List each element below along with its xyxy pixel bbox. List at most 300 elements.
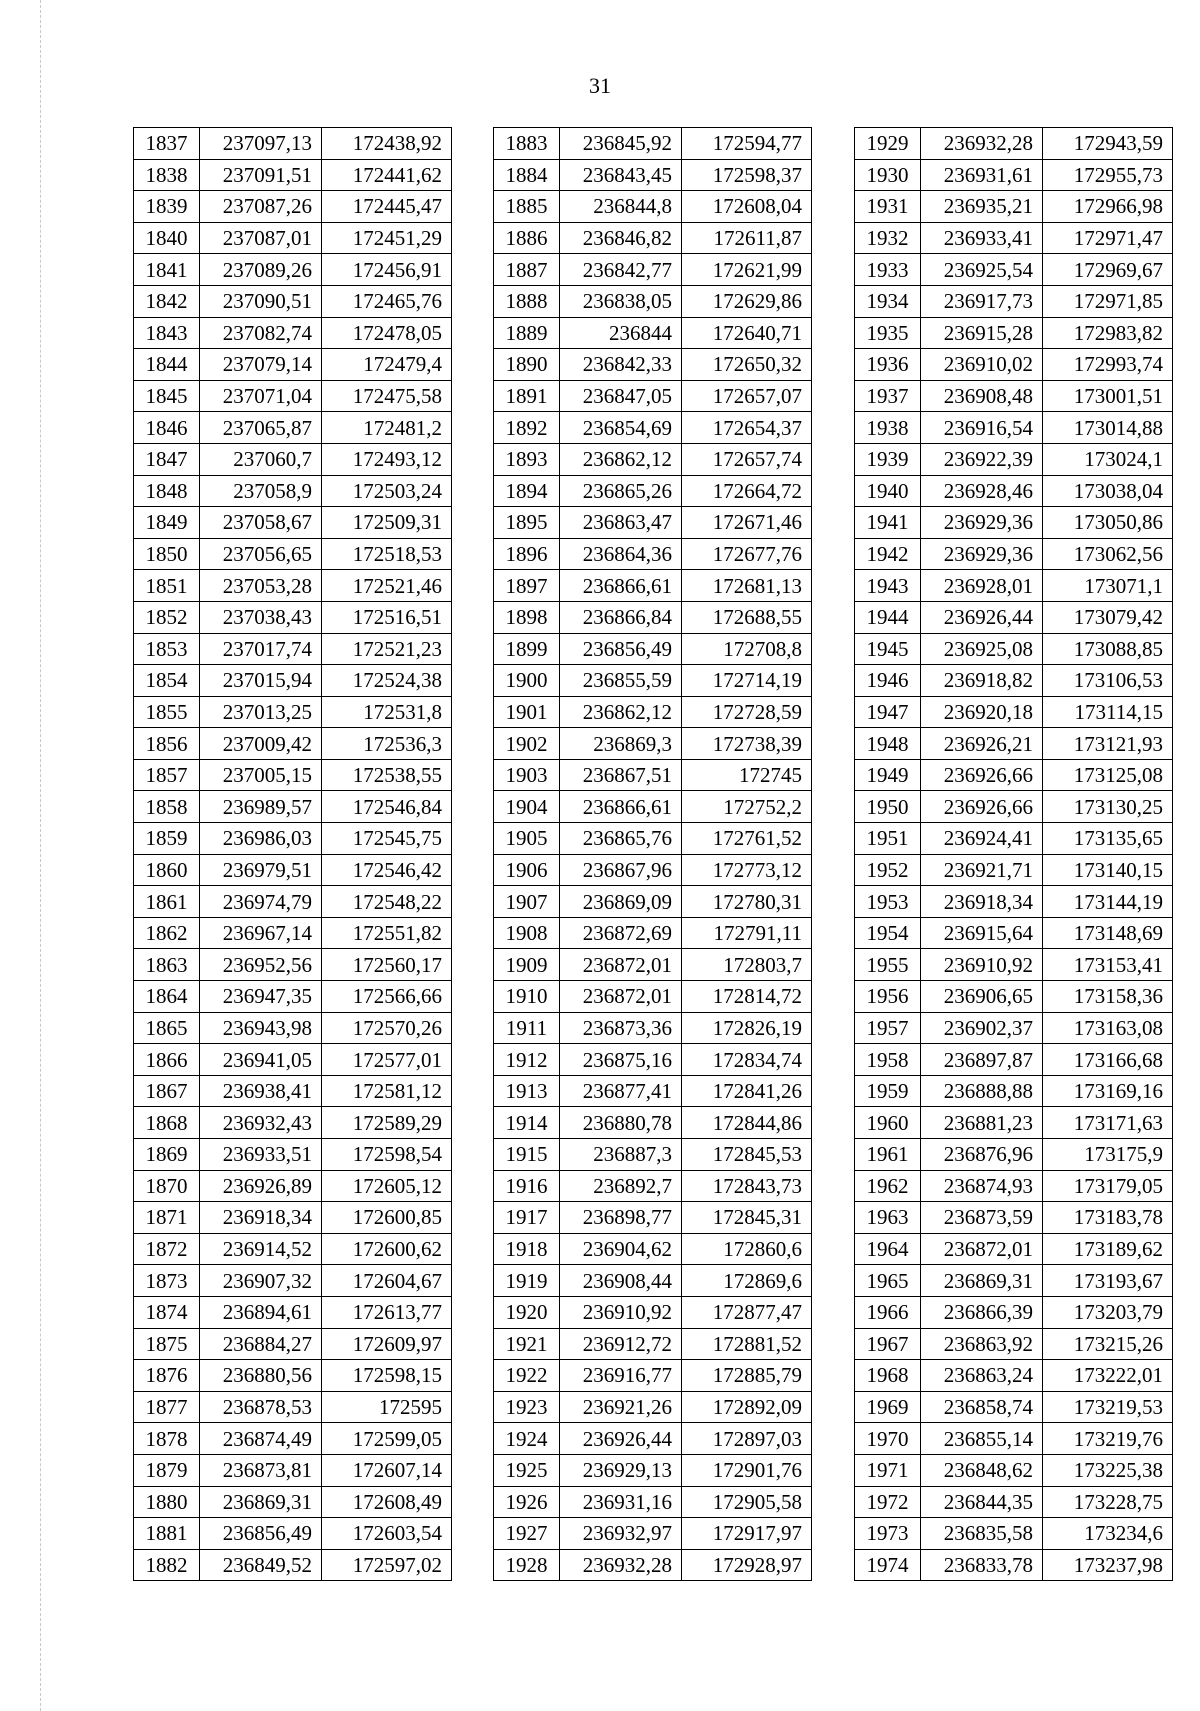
y-coordinate-cell: 173088,85 bbox=[1043, 633, 1173, 665]
table-row bbox=[855, 159, 1173, 191]
x-coordinate-cell: 236916,77 bbox=[560, 1360, 682, 1392]
y-coordinate-cell: 172971,47 bbox=[1043, 222, 1173, 254]
y-coordinate-cell: 172589,29 bbox=[322, 1107, 452, 1139]
table-row bbox=[494, 1139, 812, 1171]
x-coordinate-cell: 236915,64 bbox=[921, 917, 1043, 949]
point-number-cell: 1963 bbox=[855, 1202, 921, 1234]
y-coordinate-cell: 173166,68 bbox=[1043, 1044, 1173, 1076]
x-coordinate-cell: 236844 bbox=[560, 317, 682, 349]
point-number-cell: 1902 bbox=[494, 728, 560, 760]
table-row bbox=[494, 823, 812, 855]
x-coordinate-cell: 236932,97 bbox=[560, 1518, 682, 1550]
x-coordinate-cell: 236878,53 bbox=[200, 1391, 322, 1423]
table-row bbox=[855, 1233, 1173, 1265]
table-row bbox=[134, 1170, 452, 1202]
table-row bbox=[134, 1486, 452, 1518]
y-coordinate-cell: 172538,55 bbox=[322, 759, 452, 791]
point-number-cell: 1863 bbox=[134, 949, 200, 981]
table-row bbox=[855, 1044, 1173, 1076]
x-coordinate-cell: 236843,45 bbox=[560, 159, 682, 191]
table-row bbox=[494, 1423, 812, 1455]
table-row bbox=[855, 1107, 1173, 1139]
x-coordinate-cell: 236918,82 bbox=[921, 665, 1043, 697]
y-coordinate-cell: 172604,67 bbox=[322, 1265, 452, 1297]
table-row bbox=[855, 349, 1173, 381]
point-number-cell: 1898 bbox=[494, 601, 560, 633]
point-number-cell: 1856 bbox=[134, 728, 200, 760]
point-number-cell: 1934 bbox=[855, 285, 921, 317]
x-coordinate-cell: 236912,72 bbox=[560, 1328, 682, 1360]
y-coordinate-cell: 172640,71 bbox=[682, 317, 812, 349]
x-coordinate-cell: 236931,16 bbox=[560, 1486, 682, 1518]
y-coordinate-cell: 173079,42 bbox=[1043, 601, 1173, 633]
table-row bbox=[494, 949, 812, 981]
x-coordinate-cell: 236845,92 bbox=[560, 128, 682, 160]
y-coordinate-cell: 172745 bbox=[682, 759, 812, 791]
x-coordinate-cell: 236921,26 bbox=[560, 1391, 682, 1423]
point-number-cell: 1897 bbox=[494, 570, 560, 602]
table-row bbox=[855, 128, 1173, 160]
y-coordinate-cell: 172445,47 bbox=[322, 191, 452, 223]
x-coordinate-cell: 236925,08 bbox=[921, 633, 1043, 665]
y-coordinate-cell: 172983,82 bbox=[1043, 317, 1173, 349]
point-number-cell: 1930 bbox=[855, 159, 921, 191]
y-coordinate-cell: 172966,98 bbox=[1043, 191, 1173, 223]
x-coordinate-cell: 237071,04 bbox=[200, 380, 322, 412]
x-coordinate-cell: 236920,18 bbox=[921, 696, 1043, 728]
point-number-cell: 1846 bbox=[134, 412, 200, 444]
table-row bbox=[494, 759, 812, 791]
x-coordinate-cell: 236869,3 bbox=[560, 728, 682, 760]
y-coordinate-cell: 172860,6 bbox=[682, 1233, 812, 1265]
point-number-cell: 1913 bbox=[494, 1075, 560, 1107]
table-row bbox=[494, 1486, 812, 1518]
table-row bbox=[494, 886, 812, 918]
table-row bbox=[494, 443, 812, 475]
y-coordinate-cell: 172621,99 bbox=[682, 254, 812, 286]
table-row bbox=[134, 728, 452, 760]
x-coordinate-cell: 236897,87 bbox=[921, 1044, 1043, 1076]
table-row bbox=[494, 380, 812, 412]
table-row bbox=[134, 128, 452, 160]
table-row bbox=[855, 538, 1173, 570]
table-row bbox=[494, 254, 812, 286]
x-coordinate-cell: 236926,44 bbox=[921, 601, 1043, 633]
table-row bbox=[494, 317, 812, 349]
x-coordinate-cell: 236924,41 bbox=[921, 823, 1043, 855]
table-row bbox=[494, 191, 812, 223]
table-row bbox=[134, 538, 452, 570]
y-coordinate-cell: 173237,98 bbox=[1043, 1549, 1173, 1581]
point-number-cell: 1838 bbox=[134, 159, 200, 191]
y-coordinate-cell: 172841,26 bbox=[682, 1075, 812, 1107]
point-number-cell: 1927 bbox=[494, 1518, 560, 1550]
x-coordinate-cell: 236926,89 bbox=[200, 1170, 322, 1202]
y-coordinate-cell: 172773,12 bbox=[682, 854, 812, 886]
y-coordinate-cell: 172600,62 bbox=[322, 1233, 452, 1265]
point-number-cell: 1857 bbox=[134, 759, 200, 791]
y-coordinate-cell: 172545,75 bbox=[322, 823, 452, 855]
y-coordinate-cell: 172845,31 bbox=[682, 1202, 812, 1234]
x-coordinate-cell: 236928,01 bbox=[921, 570, 1043, 602]
x-coordinate-cell: 236856,49 bbox=[200, 1518, 322, 1550]
table-row bbox=[494, 917, 812, 949]
point-number-cell: 1895 bbox=[494, 507, 560, 539]
table-row bbox=[494, 128, 812, 160]
point-number-cell: 1858 bbox=[134, 791, 200, 823]
table-row bbox=[494, 1075, 812, 1107]
point-number-cell: 1920 bbox=[494, 1296, 560, 1328]
y-coordinate-cell: 173219,76 bbox=[1043, 1423, 1173, 1455]
x-coordinate-cell: 236874,93 bbox=[921, 1170, 1043, 1202]
y-coordinate-cell: 172814,72 bbox=[682, 981, 812, 1013]
point-number-cell: 1864 bbox=[134, 981, 200, 1013]
y-coordinate-cell: 173183,78 bbox=[1043, 1202, 1173, 1234]
point-number-cell: 1936 bbox=[855, 349, 921, 381]
table-row bbox=[855, 507, 1173, 539]
table-row bbox=[855, 1391, 1173, 1423]
table-row bbox=[134, 665, 452, 697]
x-coordinate-cell: 236922,39 bbox=[921, 443, 1043, 475]
table-row bbox=[494, 507, 812, 539]
table-row bbox=[134, 1044, 452, 1076]
y-coordinate-cell: 172613,77 bbox=[322, 1296, 452, 1328]
point-number-cell: 1873 bbox=[134, 1265, 200, 1297]
y-coordinate-cell: 172688,55 bbox=[682, 601, 812, 633]
table-row bbox=[494, 1454, 812, 1486]
y-coordinate-cell: 172881,52 bbox=[682, 1328, 812, 1360]
x-coordinate-cell: 236918,34 bbox=[921, 886, 1043, 918]
point-number-cell: 1929 bbox=[855, 128, 921, 160]
point-number-cell: 1941 bbox=[855, 507, 921, 539]
point-number-cell: 1849 bbox=[134, 507, 200, 539]
table-row bbox=[134, 917, 452, 949]
x-coordinate-cell: 236880,56 bbox=[200, 1360, 322, 1392]
point-number-cell: 1901 bbox=[494, 696, 560, 728]
table-row bbox=[134, 633, 452, 665]
point-number-cell: 1937 bbox=[855, 380, 921, 412]
y-coordinate-cell: 172869,6 bbox=[682, 1265, 812, 1297]
x-coordinate-cell: 236846,82 bbox=[560, 222, 682, 254]
x-coordinate-cell: 236932,28 bbox=[560, 1549, 682, 1581]
point-number-cell: 1848 bbox=[134, 475, 200, 507]
y-coordinate-cell: 173215,26 bbox=[1043, 1328, 1173, 1360]
x-coordinate-cell: 236947,35 bbox=[200, 981, 322, 1013]
point-number-cell: 1869 bbox=[134, 1139, 200, 1171]
x-coordinate-cell: 236854,69 bbox=[560, 412, 682, 444]
y-coordinate-cell: 172531,8 bbox=[322, 696, 452, 728]
y-coordinate-cell: 173001,51 bbox=[1043, 380, 1173, 412]
y-coordinate-cell: 172605,12 bbox=[322, 1170, 452, 1202]
table-row bbox=[855, 1012, 1173, 1044]
point-number-cell: 1926 bbox=[494, 1486, 560, 1518]
x-coordinate-cell: 236910,02 bbox=[921, 349, 1043, 381]
point-number-cell: 1961 bbox=[855, 1139, 921, 1171]
x-coordinate-cell: 236941,05 bbox=[200, 1044, 322, 1076]
y-coordinate-cell: 172479,4 bbox=[322, 349, 452, 381]
table-row bbox=[855, 759, 1173, 791]
x-coordinate-cell: 236898,77 bbox=[560, 1202, 682, 1234]
x-coordinate-cell: 237058,67 bbox=[200, 507, 322, 539]
point-number-cell: 1880 bbox=[134, 1486, 200, 1518]
table-row bbox=[494, 1549, 812, 1581]
x-coordinate-cell: 236865,76 bbox=[560, 823, 682, 855]
y-coordinate-cell: 172791,11 bbox=[682, 917, 812, 949]
x-coordinate-cell: 236932,43 bbox=[200, 1107, 322, 1139]
x-coordinate-cell: 237017,74 bbox=[200, 633, 322, 665]
y-coordinate-cell: 173062,56 bbox=[1043, 538, 1173, 570]
table-row bbox=[855, 1549, 1173, 1581]
x-coordinate-cell: 237005,15 bbox=[200, 759, 322, 791]
x-coordinate-cell: 236873,81 bbox=[200, 1454, 322, 1486]
table-row bbox=[855, 570, 1173, 602]
point-number-cell: 1865 bbox=[134, 1012, 200, 1044]
table-row bbox=[855, 443, 1173, 475]
y-coordinate-cell: 172524,38 bbox=[322, 665, 452, 697]
x-coordinate-cell: 237082,74 bbox=[200, 317, 322, 349]
x-coordinate-cell: 236926,66 bbox=[921, 791, 1043, 823]
point-number-cell: 1896 bbox=[494, 538, 560, 570]
point-number-cell: 1883 bbox=[494, 128, 560, 160]
point-number-cell: 1951 bbox=[855, 823, 921, 855]
y-coordinate-cell: 173140,15 bbox=[1043, 854, 1173, 886]
table-row bbox=[494, 1265, 812, 1297]
y-coordinate-cell: 172681,13 bbox=[682, 570, 812, 602]
x-coordinate-cell: 236866,84 bbox=[560, 601, 682, 633]
table-row bbox=[134, 791, 452, 823]
point-number-cell: 1866 bbox=[134, 1044, 200, 1076]
x-coordinate-cell: 236855,59 bbox=[560, 665, 682, 697]
table-row bbox=[855, 1360, 1173, 1392]
table-row bbox=[134, 507, 452, 539]
point-number-cell: 1924 bbox=[494, 1423, 560, 1455]
y-coordinate-cell: 173163,08 bbox=[1043, 1012, 1173, 1044]
y-coordinate-cell: 172577,01 bbox=[322, 1044, 452, 1076]
x-coordinate-cell: 237087,26 bbox=[200, 191, 322, 223]
table-row bbox=[855, 886, 1173, 918]
y-coordinate-cell: 172493,12 bbox=[322, 443, 452, 475]
x-coordinate-cell: 236849,52 bbox=[200, 1549, 322, 1581]
y-coordinate-cell: 173219,53 bbox=[1043, 1391, 1173, 1423]
y-coordinate-cell: 173169,16 bbox=[1043, 1075, 1173, 1107]
y-coordinate-cell: 172897,03 bbox=[682, 1423, 812, 1455]
x-coordinate-cell: 236926,44 bbox=[560, 1423, 682, 1455]
x-coordinate-cell: 236866,61 bbox=[560, 791, 682, 823]
y-coordinate-cell: 173050,86 bbox=[1043, 507, 1173, 539]
y-coordinate-cell: 172570,26 bbox=[322, 1012, 452, 1044]
point-number-cell: 1906 bbox=[494, 854, 560, 886]
x-coordinate-cell: 236929,13 bbox=[560, 1454, 682, 1486]
point-number-cell: 1872 bbox=[134, 1233, 200, 1265]
x-coordinate-cell: 237013,25 bbox=[200, 696, 322, 728]
point-number-cell: 1837 bbox=[134, 128, 200, 160]
table-row bbox=[855, 854, 1173, 886]
x-coordinate-cell: 237060,7 bbox=[200, 443, 322, 475]
coordinates-table-2 bbox=[493, 127, 812, 1581]
point-number-cell: 1957 bbox=[855, 1012, 921, 1044]
table-row bbox=[855, 1328, 1173, 1360]
table-row bbox=[855, 1518, 1173, 1550]
x-coordinate-cell: 236904,62 bbox=[560, 1233, 682, 1265]
point-number-cell: 1903 bbox=[494, 759, 560, 791]
table-row bbox=[494, 728, 812, 760]
point-number-cell: 1947 bbox=[855, 696, 921, 728]
table-row bbox=[494, 475, 812, 507]
point-number-cell: 1955 bbox=[855, 949, 921, 981]
y-coordinate-cell: 172597,02 bbox=[322, 1549, 452, 1581]
x-coordinate-cell: 236863,92 bbox=[921, 1328, 1043, 1360]
point-number-cell: 1965 bbox=[855, 1265, 921, 1297]
point-number-cell: 1914 bbox=[494, 1107, 560, 1139]
y-coordinate-cell: 172598,37 bbox=[682, 159, 812, 191]
x-coordinate-cell: 236908,48 bbox=[921, 380, 1043, 412]
x-coordinate-cell: 236844,35 bbox=[921, 1486, 1043, 1518]
x-coordinate-cell: 237089,26 bbox=[200, 254, 322, 286]
point-number-cell: 1968 bbox=[855, 1360, 921, 1392]
point-number-cell: 1964 bbox=[855, 1233, 921, 1265]
point-number-cell: 1910 bbox=[494, 981, 560, 1013]
coordinates-table-3 bbox=[854, 127, 1173, 1581]
table-row bbox=[134, 349, 452, 381]
table-row bbox=[134, 1454, 452, 1486]
y-coordinate-cell: 172509,31 bbox=[322, 507, 452, 539]
table-row bbox=[494, 159, 812, 191]
point-number-cell: 1904 bbox=[494, 791, 560, 823]
x-coordinate-cell: 236855,14 bbox=[921, 1423, 1043, 1455]
table-row bbox=[134, 254, 452, 286]
point-number-cell: 1905 bbox=[494, 823, 560, 855]
y-coordinate-cell: 172603,54 bbox=[322, 1518, 452, 1550]
table-row bbox=[494, 412, 812, 444]
x-coordinate-cell: 236833,78 bbox=[921, 1549, 1043, 1581]
y-coordinate-cell: 172598,15 bbox=[322, 1360, 452, 1392]
x-coordinate-cell: 236929,36 bbox=[921, 507, 1043, 539]
table-row bbox=[855, 981, 1173, 1013]
point-number-cell: 1969 bbox=[855, 1391, 921, 1423]
point-number-cell: 1877 bbox=[134, 1391, 200, 1423]
point-number-cell: 1861 bbox=[134, 886, 200, 918]
point-number-cell: 1889 bbox=[494, 317, 560, 349]
x-coordinate-cell: 236867,51 bbox=[560, 759, 682, 791]
point-number-cell: 1840 bbox=[134, 222, 200, 254]
table-row bbox=[855, 728, 1173, 760]
x-coordinate-cell: 237038,43 bbox=[200, 601, 322, 633]
x-coordinate-cell: 236979,51 bbox=[200, 854, 322, 886]
y-coordinate-cell: 172971,85 bbox=[1043, 285, 1173, 317]
table-row bbox=[494, 285, 812, 317]
point-number-cell: 1938 bbox=[855, 412, 921, 444]
table-row bbox=[494, 854, 812, 886]
point-number-cell: 1860 bbox=[134, 854, 200, 886]
x-coordinate-cell: 236872,01 bbox=[560, 981, 682, 1013]
table-row bbox=[855, 317, 1173, 349]
point-number-cell: 1911 bbox=[494, 1012, 560, 1044]
point-number-cell: 1841 bbox=[134, 254, 200, 286]
table-row bbox=[855, 222, 1173, 254]
y-coordinate-cell: 172451,29 bbox=[322, 222, 452, 254]
x-coordinate-cell: 237091,51 bbox=[200, 159, 322, 191]
point-number-cell: 1886 bbox=[494, 222, 560, 254]
y-coordinate-cell: 172518,53 bbox=[322, 538, 452, 570]
x-coordinate-cell: 236862,12 bbox=[560, 696, 682, 728]
y-coordinate-cell: 172629,86 bbox=[682, 285, 812, 317]
point-number-cell: 1922 bbox=[494, 1360, 560, 1392]
point-number-cell: 1868 bbox=[134, 1107, 200, 1139]
x-coordinate-cell: 236888,88 bbox=[921, 1075, 1043, 1107]
table-row bbox=[855, 380, 1173, 412]
table-row bbox=[855, 1170, 1173, 1202]
y-coordinate-cell: 173203,79 bbox=[1043, 1296, 1173, 1328]
point-number-cell: 1908 bbox=[494, 917, 560, 949]
point-number-cell: 1909 bbox=[494, 949, 560, 981]
point-number-cell: 1862 bbox=[134, 917, 200, 949]
point-number-cell: 1900 bbox=[494, 665, 560, 697]
y-coordinate-cell: 172780,31 bbox=[682, 886, 812, 918]
y-coordinate-cell: 173153,41 bbox=[1043, 949, 1173, 981]
x-coordinate-cell: 236847,05 bbox=[560, 380, 682, 412]
table-row bbox=[855, 1265, 1173, 1297]
point-number-cell: 1916 bbox=[494, 1170, 560, 1202]
point-number-cell: 1870 bbox=[134, 1170, 200, 1202]
point-number-cell: 1932 bbox=[855, 222, 921, 254]
y-coordinate-cell: 172594,77 bbox=[682, 128, 812, 160]
x-coordinate-cell: 236848,62 bbox=[921, 1454, 1043, 1486]
x-coordinate-cell: 237058,9 bbox=[200, 475, 322, 507]
table-row bbox=[855, 696, 1173, 728]
x-coordinate-cell: 236967,14 bbox=[200, 917, 322, 949]
x-coordinate-cell: 237056,65 bbox=[200, 538, 322, 570]
y-coordinate-cell: 173071,1 bbox=[1043, 570, 1173, 602]
y-coordinate-cell: 172803,7 bbox=[682, 949, 812, 981]
x-coordinate-cell: 237009,42 bbox=[200, 728, 322, 760]
x-coordinate-cell: 236914,52 bbox=[200, 1233, 322, 1265]
x-coordinate-cell: 236918,34 bbox=[200, 1202, 322, 1234]
table-row bbox=[134, 1518, 452, 1550]
point-number-cell: 1949 bbox=[855, 759, 921, 791]
table-row bbox=[494, 1296, 812, 1328]
x-coordinate-cell: 237015,94 bbox=[200, 665, 322, 697]
point-number-cell: 1855 bbox=[134, 696, 200, 728]
y-coordinate-cell: 172892,09 bbox=[682, 1391, 812, 1423]
table-row bbox=[134, 570, 452, 602]
table-row bbox=[494, 665, 812, 697]
table-row bbox=[134, 1360, 452, 1392]
x-coordinate-cell: 236986,03 bbox=[200, 823, 322, 855]
table-row bbox=[134, 1075, 452, 1107]
table-row bbox=[134, 1296, 452, 1328]
point-number-cell: 1974 bbox=[855, 1549, 921, 1581]
table-row bbox=[134, 949, 452, 981]
point-number-cell: 1912 bbox=[494, 1044, 560, 1076]
x-coordinate-cell: 236932,28 bbox=[921, 128, 1043, 160]
y-coordinate-cell: 172600,85 bbox=[322, 1202, 452, 1234]
point-number-cell: 1876 bbox=[134, 1360, 200, 1392]
table-row bbox=[134, 823, 452, 855]
point-number-cell: 1972 bbox=[855, 1486, 921, 1518]
y-coordinate-cell: 173175,9 bbox=[1043, 1139, 1173, 1171]
y-coordinate-cell: 172901,76 bbox=[682, 1454, 812, 1486]
table-body bbox=[494, 128, 812, 1581]
y-coordinate-cell: 173135,65 bbox=[1043, 823, 1173, 855]
x-coordinate-cell: 236863,24 bbox=[921, 1360, 1043, 1392]
table-row bbox=[134, 191, 452, 223]
point-number-cell: 1885 bbox=[494, 191, 560, 223]
table-row bbox=[134, 412, 452, 444]
table-row bbox=[494, 981, 812, 1013]
table-row bbox=[494, 1107, 812, 1139]
y-coordinate-cell: 172752,2 bbox=[682, 791, 812, 823]
x-coordinate-cell: 236915,28 bbox=[921, 317, 1043, 349]
